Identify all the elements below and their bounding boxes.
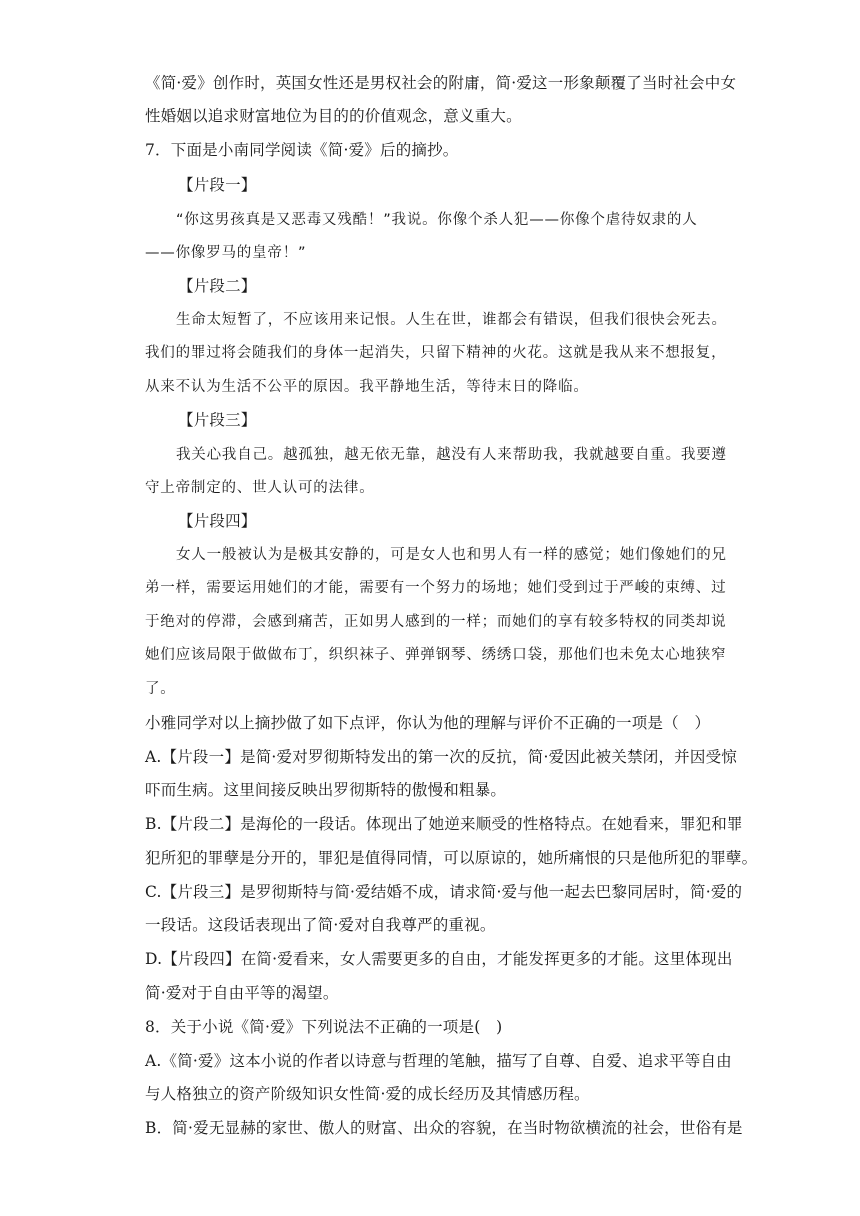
q8-option-a-line-1: A.《简·爱》这本小说的作者以诗意与哲理的笔触，描写了自尊、自爱、追求平等自由	[145, 1052, 732, 1070]
excerpt-3-line-1: 我关心我自己。越孤独，越无依无靠，越没有人来帮助我，我就越要自重。我要遵	[176, 447, 727, 463]
option-a-line-1: A.【片段一】是简·爱对罗彻斯特发出的第一次的反抗，简·爱因此被关禁闭，并因受惊	[145, 748, 737, 766]
excerpt-4-line-5: 了。	[145, 681, 176, 697]
option-a-line-2: 吓而生病。这里间接反映出罗彻斯特的傲慢和粗暴。	[145, 781, 507, 799]
excerpt-1-line-2: ——你像罗马的皇帝！”	[145, 245, 307, 261]
excerpt-1-heading: 【片段一】	[178, 176, 257, 194]
option-d-line-2: 简·爱对于自由平等的渴望。	[145, 984, 339, 1002]
excerpt-4-line-4: 她们应该局限于做做布丁，织织袜子、弹弹钢琴、绣绣口袋，那他们也未免太心地狭窄	[145, 647, 727, 663]
excerpt-4-line-2: 弟一样，需要运用她们的才能，需要有一个努力的场地；她们受到过于严峻的束缚、过	[145, 580, 727, 596]
question-7-stem: 7．下面是小南同学阅读《简·爱》后的摘抄。	[145, 141, 459, 159]
intro-line-2: 性婚姻以追求财富地位为目的的价值观念，意义重大。	[145, 107, 522, 125]
excerpt-2-line-3: 从来不认为生活不公平的原因。我平静地生活，等待末日的降临。	[145, 379, 589, 395]
excerpt-4-line-3: 于绝对的停滞，会感到痛苦，正如男人感到的一样；而她们的享有较多特权的同类却说	[145, 614, 727, 630]
question-7-prompt: 小雅同学对以上摘抄做了如下点评，你认为他的理解与评价不正确的一项是（ ）	[145, 714, 711, 732]
excerpt-3-heading: 【片段三】	[178, 411, 257, 429]
q8-option-b-line-1: B．简·爱无显赫的家世、傲人的财富、出众的容貌，在当时物欲横流的社会，世俗有是	[145, 1119, 743, 1137]
q8-option-a-line-2: 与人格独立的资产阶级知识女性简·爱的成长经历及其情感历程。	[145, 1085, 590, 1103]
option-d-line-1: D.【片段四】在简·爱看来，女人需要更多的自由，才能发挥更多的才能。这里体现出	[145, 950, 733, 968]
excerpt-2-line-1: 生命太短暂了，不应该用来记恨。人生在世，谁都会有错误，但我们很快会死去。	[176, 312, 727, 328]
question-8-stem: 8．关于小说《简·爱》下列说法不正确的一项是( )	[145, 1018, 503, 1036]
intro-line-1: 《简·爱》创作时，英国女性还是男权社会的附庸，简·爱这一形象颠覆了当时社会中女	[145, 74, 737, 92]
excerpt-2-heading: 【片段二】	[178, 277, 257, 295]
option-c-line-1: C.【片段三】是罗彻斯特与简·爱结婚不成，请求简·爱与他一起去巴黎同居时，简·爱的	[145, 883, 743, 901]
option-b-line-2: 犯所犯的罪孽是分开的，罪犯是值得同情，可以原谅的，她所痛恨的只是他所犯的罪孽。	[145, 849, 758, 867]
excerpt-1-line-1: “你这男孩真是又恶毒又残酷！”我说。你像个杀人犯——你像个虐待奴隶的人	[176, 212, 698, 228]
option-b-line-1: B.【片段二】是海伦的一段话。体现出了她逆来顺受的性格特点。在她看来，罪犯和罪	[145, 815, 743, 833]
excerpt-2-line-2: 我们的罪过将会随我们的身体一起消失，只留下精神的火花。这就是我从来不想报复，	[145, 345, 727, 361]
option-c-line-2: 一段话。这段话表现出了简·爱对自我尊严的重视。	[145, 916, 496, 934]
excerpt-4-heading: 【片段四】	[178, 512, 257, 530]
excerpt-4-line-1: 女人一般被认为是极其安静的，可是女人也和男人有一样的感觉；她们像她们的兄	[176, 547, 727, 563]
excerpt-3-line-2: 守上帝制定的、世人认可的法律。	[145, 480, 375, 496]
